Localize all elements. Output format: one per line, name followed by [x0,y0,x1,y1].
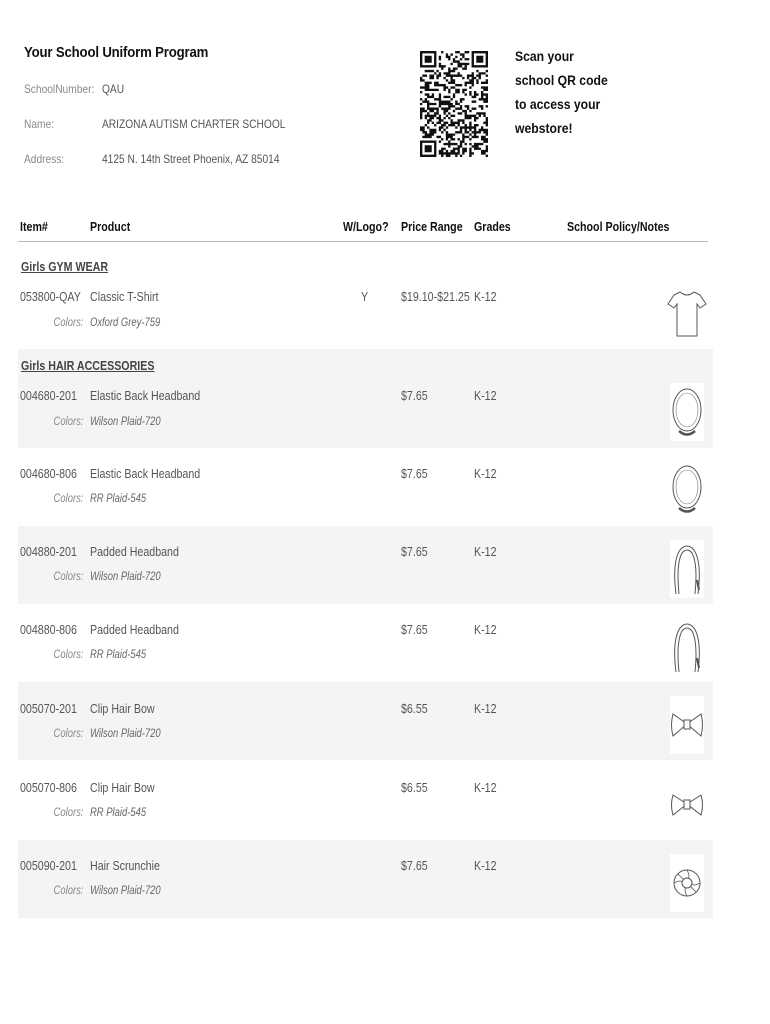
grades: K-12 [474,544,497,559]
price-range: $7.65 [401,388,428,403]
scan-line: Scan your [515,48,574,64]
table-row [18,760,713,840]
section-title-hair-accessories: Girls HAIR ACCESSORIES [21,358,155,373]
column-header-grades: Grades [474,219,511,234]
tshirt-icon [666,286,708,340]
item-number: 005070-806 [20,780,77,795]
table-row [18,349,713,448]
logo-flag: Y [361,289,369,304]
price-range: $7.65 [401,858,428,873]
section-title-gym-wear: Girls GYM WEAR [21,259,109,274]
scan-line: webstore! [515,120,573,136]
price-range: $19.10-$21.25 [401,289,470,304]
product-name: Padded Headband [90,622,179,637]
table-row [18,448,713,526]
product-name: Hair Scrunchie [90,858,160,873]
item-number: 004880-806 [20,622,77,637]
scan-instructions [515,44,608,140]
padded-headband-icon [670,618,704,676]
color-value: RR Plaid-545 [90,493,147,505]
school-number-label: SchoolNumber: [24,82,95,96]
colors-label: Colors: [53,885,83,897]
school-number-value: QAU [102,82,125,96]
table-row [18,840,713,918]
column-header-notes: School Policy/Notes [567,219,670,234]
school-address-label: Address: [24,152,65,166]
color-value: Wilson Plaid-720 [90,416,161,428]
item-number: 004680-806 [20,466,77,481]
qr-code-icon[interactable] [420,51,488,157]
color-value: RR Plaid-545 [90,807,147,819]
price-range: $7.65 [401,466,428,481]
page-title: Your School Uniform Program [24,44,209,61]
column-header-logo: W/Logo? [343,219,389,234]
product-name: Classic T-Shirt [90,289,159,304]
colors-label: Colors: [53,317,83,329]
colors-label: Colors: [53,493,83,505]
color-value: Oxford Grey-759 [90,317,161,329]
product-name: Elastic Back Headband [90,466,201,481]
item-number: 005070-201 [20,701,77,716]
table-row [18,276,713,348]
grades: K-12 [474,622,497,637]
color-value: RR Plaid-545 [90,649,147,661]
school-name-label: Name: [24,117,55,131]
table-row [18,682,713,760]
grades: K-12 [474,858,497,873]
table-row [18,604,713,682]
column-header-price: Price Range [401,219,463,234]
colors-label: Colors: [53,649,83,661]
elastic-headband-icon [670,383,704,441]
product-name: Clip Hair Bow [90,701,155,716]
header-divider [18,241,708,242]
color-value: Wilson Plaid-720 [90,728,161,740]
colors-label: Colors: [53,807,83,819]
price-range: $6.55 [401,701,428,716]
school-address-value: 4125 N. 14th Street Phoenix, AZ 85014 [102,152,280,166]
product-name: Clip Hair Bow [90,780,155,795]
scrunchie-icon [670,854,704,912]
price-range: $7.65 [401,544,428,559]
padded-headband-icon [670,540,704,598]
colors-label: Colors: [53,728,83,740]
product-name: Padded Headband [90,544,179,559]
elastic-headband-icon [670,460,704,518]
grades: K-12 [474,289,497,304]
item-number: 004680-201 [20,388,77,403]
column-header-item: Item# [20,219,48,234]
colors-label: Colors: [53,571,83,583]
colors-label: Colors: [53,416,83,428]
table-row [18,526,713,604]
hair-bow-icon [670,774,704,832]
price-range: $6.55 [401,780,428,795]
grades: K-12 [474,780,497,795]
item-number: 005090-201 [20,858,77,873]
school-name-value: ARIZONA AUTISM CHARTER SCHOOL [102,117,286,131]
grades: K-12 [474,466,497,481]
column-header-product: Product [90,219,131,234]
price-range: $7.65 [401,622,428,637]
item-number: 004880-201 [20,544,77,559]
hair-bow-icon [670,696,704,754]
item-number: 053800-QAY [20,289,81,304]
scan-line: school QR code [515,72,608,88]
scan-line: to access your [515,96,601,112]
grades: K-12 [474,701,497,716]
product-name: Elastic Back Headband [90,388,201,403]
grades: K-12 [474,388,497,403]
color-value: Wilson Plaid-720 [90,885,161,897]
color-value: Wilson Plaid-720 [90,571,161,583]
